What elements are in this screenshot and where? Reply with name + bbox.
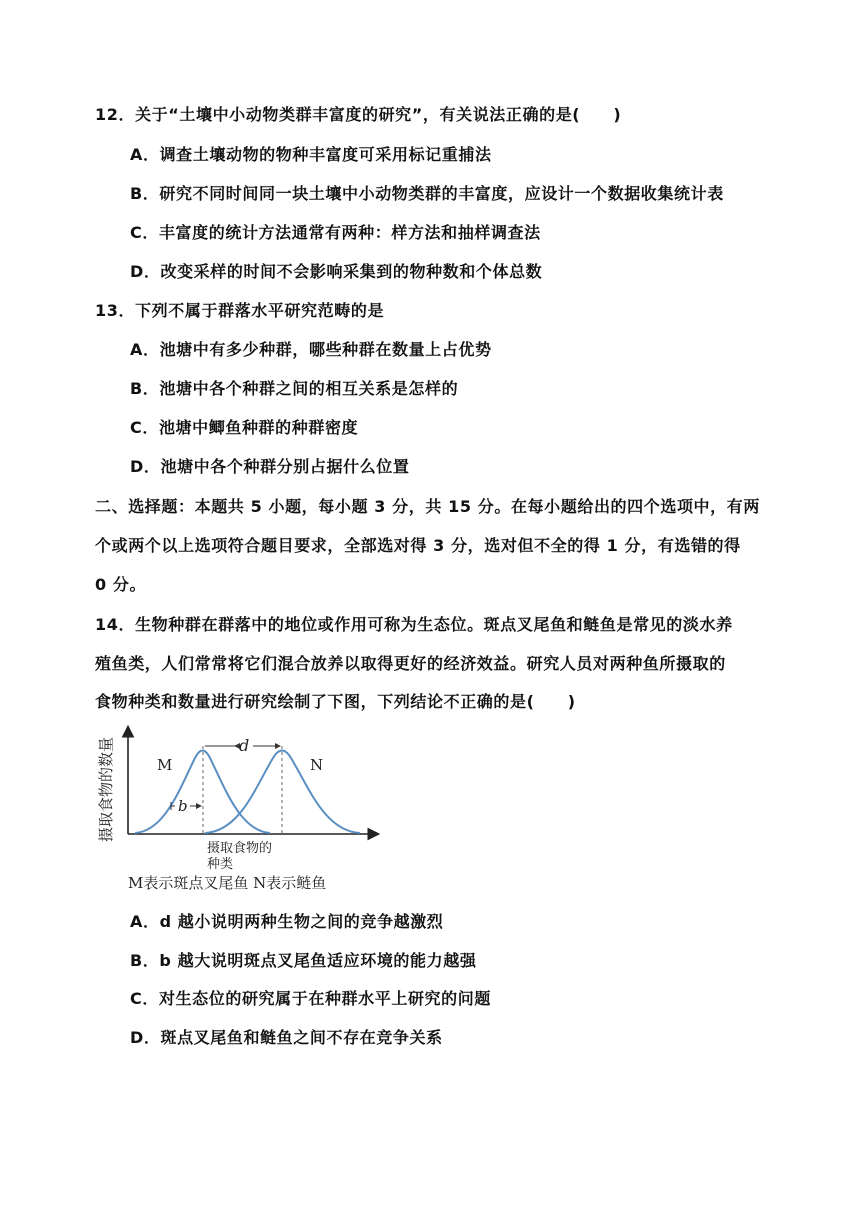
q14-stem-line-2: 殖鱼类，人们常常将它们混合放养以取得更好的经济效益。研究人员对两种鱼所摄取的 [95, 654, 726, 673]
x-axis-label-line-2: 种类 [207, 857, 234, 872]
q12-option-c: C．丰富度的统计方法通常有两种：样方法和抽样调查法 [130, 223, 541, 242]
label-d: d [239, 736, 250, 755]
q12-option-b: B．研究不同时间同一块土壤中小动物类群的丰富度，应设计一个数据收集统计表 [130, 184, 724, 203]
q14-stem-line-1: 14．生物种群在群落中的地位或作用可称为生态位。斑点叉尾鱼和鲢鱼是常见的淡水养 [95, 615, 733, 634]
q13-option-b: B．池塘中各个种群之间的相互关系是怎样的 [130, 379, 459, 398]
section2-line-3: 0 分。 [95, 575, 147, 594]
q14-stem-line-3: 食物种类和数量进行研究绘制了下图，下列结论不正确的是( ) [95, 692, 576, 711]
q13-option-a: A．池塘中有多少种群，哪些种群在数量上占优势 [130, 340, 492, 359]
q12-option-d: D．改变采样的时间不会影响采集到的物种数和个体总数 [130, 262, 543, 281]
q13-option-d: D．池塘中各个种群分别占据什么位置 [130, 457, 410, 476]
section2-line-2: 个或两个以上选项符合题目要求，全部选对得 3 分，选对但不全的得 1 分，有选错的得 [95, 536, 741, 555]
figure-caption: M表示斑点叉尾鱼 N表示鲢鱼 [128, 874, 327, 892]
q12-stem: 12．关于“土壤中小动物类群丰富度的研究”，有关说法正确的是( ) [95, 105, 622, 124]
section2-line-1: 二、选择题：本题共 5 小题，每小题 3 分，共 15 分。在每小题给出的四个选项中，有两 [95, 497, 760, 516]
niche-diagram [95, 718, 395, 878]
label-b: b [178, 797, 188, 815]
x-axis-label-line-1: 摄取食物的 [207, 841, 273, 856]
q14-option-c: C．对生态位的研究属于在种群水平上研究的问题 [130, 989, 491, 1008]
q14-option-a: A．d 越小说明两种生物之间的竞争越激烈 [130, 912, 444, 931]
q14-option-b: B．b 越大说明斑点叉尾鱼适应环境的能力越强 [130, 951, 477, 970]
niche-figure [95, 718, 395, 898]
q13-option-c: C．池塘中鲫鱼种群的种群密度 [130, 418, 359, 437]
label-n: N [310, 756, 324, 774]
q14-option-d: D．斑点叉尾鱼和鲢鱼之间不存在竞争关系 [130, 1028, 443, 1047]
q13-stem: 13．下列不属于群落水平研究范畴的是 [95, 301, 385, 320]
label-m: M [157, 756, 173, 774]
q12-option-a: A．调查土壤动物的物种丰富度可采用标记重捕法 [130, 145, 492, 164]
y-axis-label: 摄取食物的数量 [97, 736, 115, 842]
